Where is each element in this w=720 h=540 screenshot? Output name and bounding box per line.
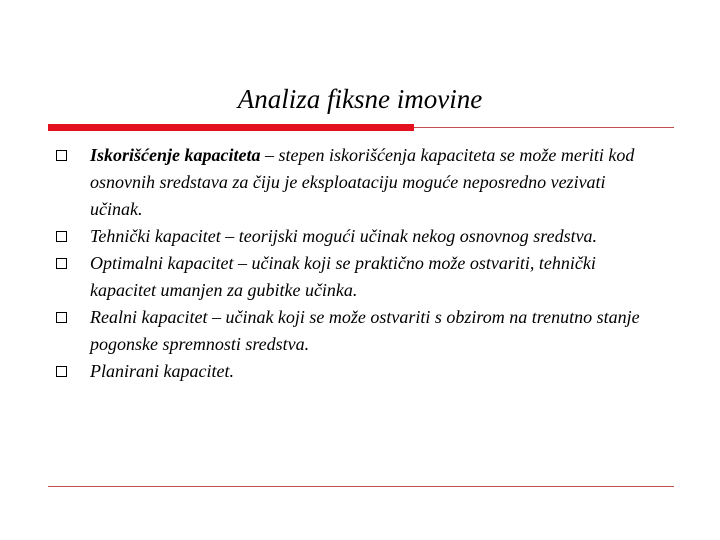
square-bullet-icon [56, 366, 67, 377]
bullet-item [56, 142, 656, 223]
bottom-divider [48, 486, 674, 487]
square-bullet-icon [56, 150, 67, 161]
bullet-item [56, 304, 656, 358]
slide-title: Analiza fiksne imovine [237, 84, 483, 114]
bullet-item [56, 358, 656, 385]
title-accent-bar [48, 124, 414, 131]
square-bullet-icon [56, 312, 67, 323]
bullet-text: Tehnički kapacitet – teorijski mogući učinak nekog osnovnog sredstva. [90, 226, 598, 246]
title-divider [48, 124, 674, 131]
bullet-text: Realni kapacitet – učinak koji se može ostvariti s obzirom na trenutno stanje pogonske spremnosti sredstva. [90, 307, 640, 354]
bullet-item [56, 250, 656, 304]
bullet-text: Planirani kapacitet. [90, 361, 234, 381]
bullet-list [56, 142, 656, 385]
bullet-item [56, 223, 656, 250]
square-bullet-icon [56, 258, 67, 269]
square-bullet-icon [56, 231, 67, 242]
bullet-term: Iskorišćenje kapaciteta [90, 145, 261, 165]
bullet-text: Optimalni kapacitet – učinak koji se praktično može ostvariti, tehnički kapacitet umanjen za gubitke učinka. [90, 253, 596, 300]
bullet-text: – stepen iskorišćenja kapaciteta se može meriti kod osnovnih sredstava za čiju je eksploataciju moguće neposredno vezivati učinak. [90, 145, 635, 219]
